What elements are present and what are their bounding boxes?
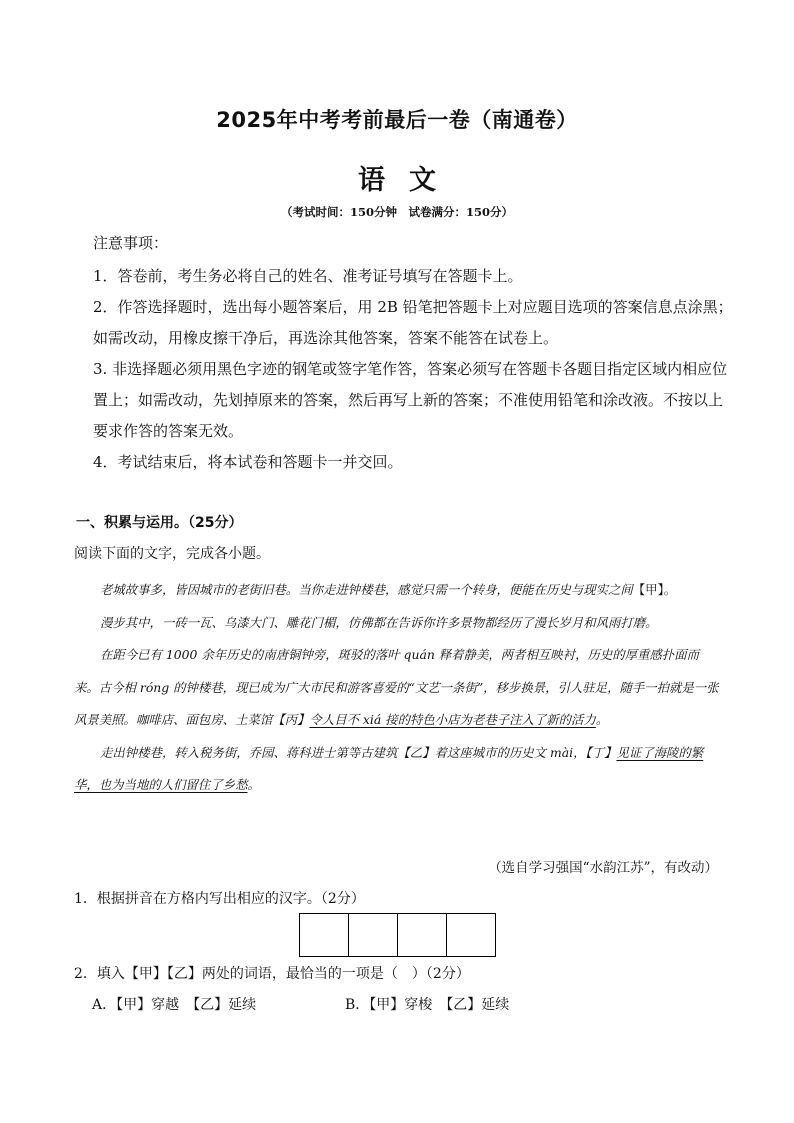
passage-paragraph-4 xyxy=(74,737,722,802)
answer-box[interactable] xyxy=(348,913,398,957)
notice-item-1: 1．答卷前，考生务必将自己的姓名、准考证号填写在答题卡上。 xyxy=(93,267,523,285)
question-2: 2．填入【甲】【乙】两处的词语，最恰当的一项是（ ）（2分） xyxy=(74,966,470,982)
answer-box[interactable] xyxy=(299,913,349,957)
notice-block xyxy=(93,233,733,478)
reading-instruction: 阅读下面的文字，完成各小题。 xyxy=(74,546,270,562)
exam-title: 2025年中考考前最后一卷（南通卷） xyxy=(216,108,578,132)
passage-source: （选自学习强国“水韵江苏”，有改动） xyxy=(488,860,718,876)
notice-heading: 注意事项： xyxy=(93,234,169,252)
notice-item-3: 3. 非选择题必须用黑色字迹的钢笔或签字笔作答，答案必须写在答题卡各题目指定区域内相应位置上；如需改动，先划掉原来的答案，然后再写上新的答案；不准使用铅笔和涂改液。不按以上要求作答的答案无效。 xyxy=(93,360,728,440)
passage-p3-end: 。 xyxy=(595,712,609,727)
subject-title: 语文 xyxy=(358,165,460,196)
passage-paragraph-1 xyxy=(74,574,722,607)
passage-paragraph-2: 漫步其中，一砖一瓦、乌漆大门、雕花门楣，仿佛都在告诉你许多景物都经历了漫长岁月和风雨打磨。 xyxy=(100,614,658,630)
passage-p4-end: 。 xyxy=(247,777,260,792)
section-title: 一、积累与运用。（25分） xyxy=(76,515,243,531)
question-1: 1．根据拼音在方格内写出相应的汉字。（2分） xyxy=(74,891,365,907)
passage-p1-mark: 【甲】。 xyxy=(632,582,677,597)
passage-paragraph-3 xyxy=(74,639,722,737)
answer-box[interactable] xyxy=(446,913,496,957)
option-a: A．【甲】穿越 【乙】延续 xyxy=(92,997,257,1013)
option-b: B．【甲】穿梭 【乙】延续 xyxy=(345,997,510,1013)
passage-p3-text: 在距今已有 1000 余年历史的南唐铜钟旁，斑驳的落叶 quán 释着静美，两者相互映衬，历史的厚重感扑面而来。古今相 róng 的钟楼巷，现已成为广大市民和游客喜爱的“文艺一条街”，移步换景，引人驻足，随手一拍就是一张风景美照。咖啡店、面包房、土菜馆【丙】 xyxy=(74,647,719,727)
answer-boxes xyxy=(300,913,496,957)
exam-info: （考试时间：150分钟 试卷满分：150分） xyxy=(280,205,513,219)
passage-p1-text: 老城故事多，皆因城市的老街旧巷。当你走进钟楼巷，感觉只需一个转身，便能在历史与现实之间 xyxy=(100,582,633,597)
reading-passage xyxy=(74,574,722,802)
notice-item-4: 4．考试结束后，将本试卷和答题卡一并交回。 xyxy=(93,453,403,471)
answer-box[interactable] xyxy=(397,913,447,957)
passage-p3-underlined: 令人目不 xiá 接的特色小店为老巷子注入了新的活力 xyxy=(309,712,596,727)
notice-item-2: 2．作答选择题时，选出每小题答案后，用 2B 铅笔把答题卡上对应题目选项的答案信息点涂黑；如需改动，用橡皮擦干净后，再选涂其他答案，答案不能答在试卷上。 xyxy=(93,298,733,347)
passage-p4-underlined: 见证了海陵的繁华，也为当地的人们留住了乡愁 xyxy=(74,744,704,792)
passage-p4-text: 走出钟楼巷，转入税务街，乔园、蒋科进士第等古建筑【乙】着这座城市的历史文 mài，【丁】 xyxy=(100,744,617,760)
